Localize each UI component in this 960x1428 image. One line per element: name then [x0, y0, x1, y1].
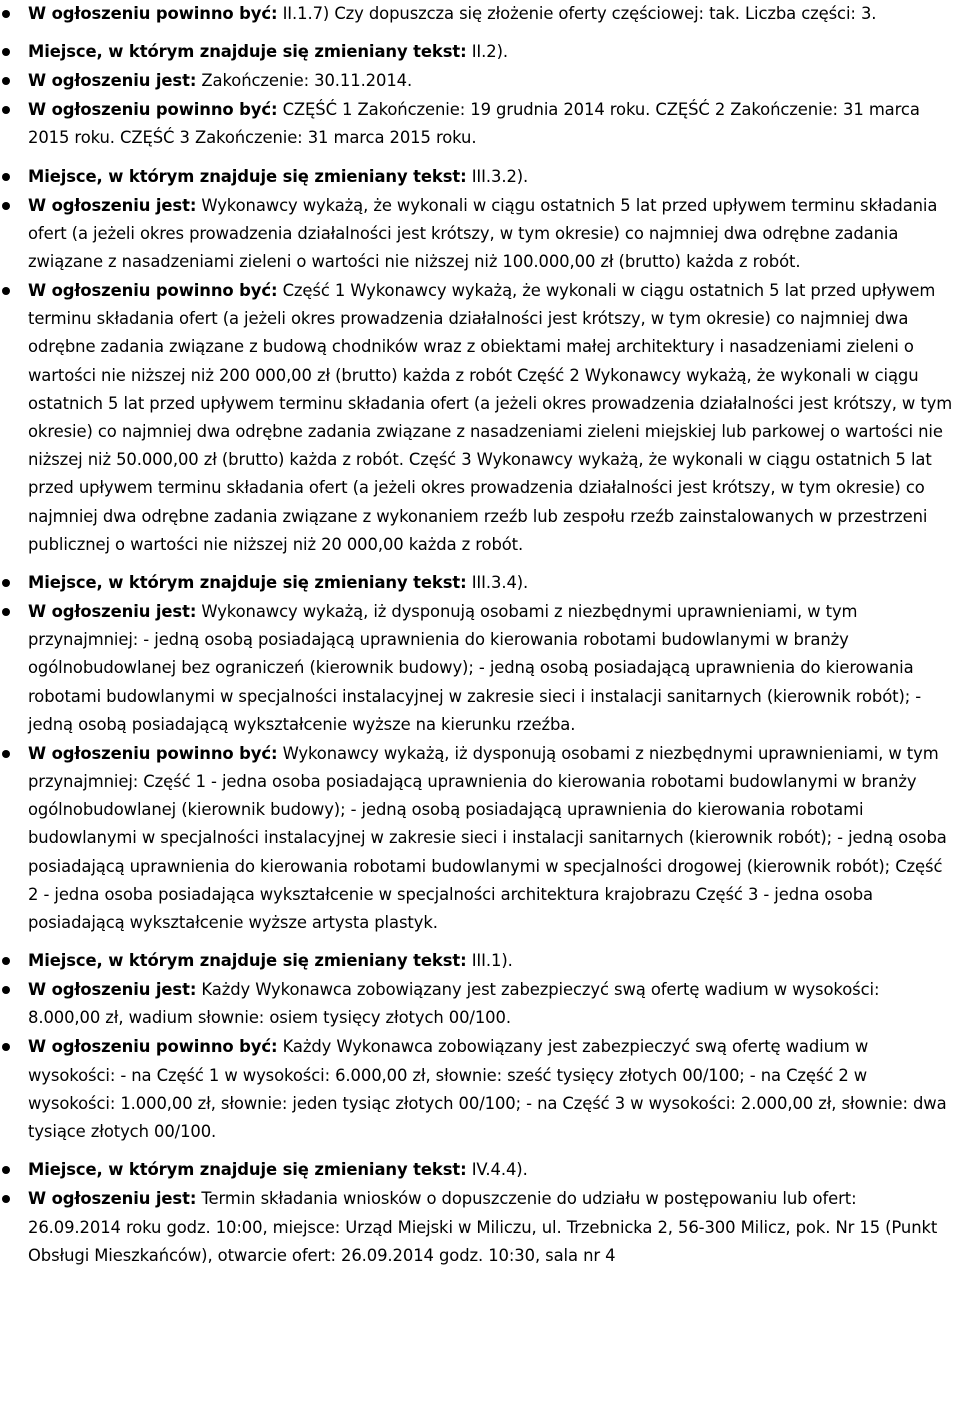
item-label: W ogłoszeniu powinno być:: [28, 1037, 278, 1057]
item-text: II.2).: [466, 42, 508, 62]
item-text: Wykonawcy wykażą, iż dysponują osobami z niezbędnymi uprawnieniami, w tym przynajmniej: - jedną osobą posiadającą uprawnienia do kierowania robotami budowlanymi w branży ogólnobudowlanej bez ograniczeń (kierownik budowy); - jedną osobą posiadającą uprawnienia do kierowania robotami budowlanymi w specjalności instalacyjnej w zakresie sieci i instalacji sanitarnych (kierownik robót); - jedną osobą posiadającą wykształcenie wyższe na kierunku rzeźba.: [28, 602, 922, 734]
item-label: W ogłoszeniu jest:: [28, 71, 197, 91]
bullet-icon: [2, 10, 10, 18]
item-label: W ogłoszeniu jest:: [28, 1189, 197, 1209]
bullet-icon: [2, 1043, 10, 1051]
bullet-icon: [2, 750, 10, 758]
item-text: II.1.7) Czy dopuszcza się złożenie oferty częściowej: tak. Liczba części: 3.: [277, 4, 877, 23]
item-text: Wykonawcy wykażą, iż dysponują osobami z niezbędnymi uprawnieniami, w tym przynajmniej: Część 1 - jedna osoba posiadającą uprawnienia do kierowania robotami budowlanymi w branży ogólnobudowlanej (kierownik budowy); - jedną osobą posiadającą uprawnienia do kierowania robotami budowlanymi w specjalności instalacyjnej w zakresie sieci i instalacji sanitarnych (kierownik robót); - jedną osoba posiadającą uprawnienia do kierowania robotami budowlanymi w specjalności drogowej (kierownik robót); Część 2 - jedna osoba posiadająca wykształcenie w specjalności architektura krajobrazu Część 3 - jedna osoba posiadającą wykształcenie wyższe artysta plastyk.: [28, 743, 947, 933]
bullet-icon: [2, 957, 10, 965]
bullet-icon: [2, 106, 10, 114]
bullet-icon: [2, 287, 10, 295]
item-label: W ogłoszeniu powinno być:: [28, 281, 278, 301]
item-label: Miejsce, w którym znajduje się zmieniany tekst:: [28, 1160, 467, 1180]
item-text: IV.4.4).: [466, 1160, 528, 1180]
list-item: [0, 67, 960, 95]
list-item: [0, 38, 960, 66]
item-label: W ogłoszeniu jest:: [28, 195, 197, 215]
change-group-3: [0, 163, 960, 559]
change-group-4: [0, 569, 960, 937]
item-label: Miejsce, w którym znajduje się zmieniany tekst:: [28, 166, 467, 186]
item-text: Część 1 Wykonawcy wykażą, że wykonali w ciągu ostatnich 5 lat przed upływem terminu składania ofert (a jeżeli okres prowadzenia działalności jest krótszy, w tym okresie) co najmniej dwa odrębne zadania związane z budową chodników wraz z obiektami małej architektury i nasadzeniami zieleni o wartości nie niższej niż 200 000,00 zł (brutto) każda z robót Część 2 Wykonawcy wykażą, że wykonali w ciągu ostatnich 5 lat przed upływem terminu składania ofert (a jeżeli okres prowadzenia działalności jest krótszy, w tym okresie) co najmniej dwa odrębne zadania związane z nasadzeniami zieleni miejskiej lub parkowej o wartości nie niższej niż 50.000,00 zł (brutto) każda z robót. Część 3 Wykonawcy wykażą, że wykonali w ciągu ostatnich 5 lat przed upływem terminu składania ofert (a jeżeli okres prowadzenia działalności jest krótszy, w tym okresie) co najmniej dwa odrębne zadania związane z wykonaniem rzeźb lub zespołu rzeźb zainstalowanych w przestrzeni publicznej o wartości nie niższej niż 20 000,00 każda z robót.: [28, 281, 953, 554]
bullet-icon: [2, 1195, 10, 1203]
list-item: [0, 192, 960, 277]
item-text: Każdy Wykonawca zobowiązany jest zabezpieczyć swą ofertę wadium w wysokości: 8.000,00 zł, wadium słownie: osiem tysięcy złotych 00/100.: [28, 980, 880, 1028]
item-text: CZĘŚĆ 1 Zakończenie: 19 grudnia 2014 roku. CZĘŚĆ 2 Zakończenie: 31 marca 2015 roku. CZĘŚĆ 3 Zakończenie: 31 marca 2015 roku.: [28, 100, 920, 148]
item-text: III.3.4).: [466, 573, 529, 593]
item-label: W ogłoszeniu jest:: [28, 980, 197, 1000]
item-text: Zakończenie: 30.11.2014.: [196, 71, 413, 91]
item-label: Miejsce, w którym znajduje się zmieniany tekst:: [28, 573, 467, 593]
item-text: Wykonawcy wykażą, że wykonali w ciągu ostatnich 5 lat przed upływem terminu składania ofert (a jeżeli okres prowadzenia działalności jest krótszy, w tym okresie) co najmniej dwa odrębne zadania związane z nasadzeniami zieleni o wartości nie niższej niż 100.000,00 zł (brutto) każda z robót.: [28, 195, 938, 272]
item-text: III.1).: [466, 951, 513, 971]
bullet-icon: [2, 579, 10, 587]
change-group-2: [0, 38, 960, 152]
change-group-6: [0, 1156, 960, 1270]
list-item: [0, 947, 960, 975]
bullet-icon: [2, 77, 10, 85]
bullet-icon: [2, 173, 10, 181]
item-label: W ogłoszeniu powinno być:: [28, 4, 278, 23]
item-text: III.3.2).: [466, 166, 529, 186]
item-label: W ogłoszeniu jest:: [28, 602, 197, 622]
list-item: [0, 1156, 960, 1184]
bullet-icon: [2, 202, 10, 210]
change-group-1: [0, 0, 960, 28]
list-item: [0, 976, 960, 1032]
change-group-5: [0, 947, 960, 1146]
bullet-icon: [2, 48, 10, 56]
list-item: [0, 569, 960, 597]
bullet-icon: [2, 986, 10, 994]
list-item: [0, 598, 960, 739]
item-label: Miejsce, w którym znajduje się zmieniany tekst:: [28, 951, 467, 971]
list-item: [0, 163, 960, 191]
item-label: W ogłoszeniu powinno być:: [28, 100, 278, 120]
list-item: [0, 1185, 960, 1270]
bullet-icon: [2, 608, 10, 616]
item-text: Każdy Wykonawca zobowiązany jest zabezpieczyć swą ofertę wadium w wysokości: - na Część 1 w wysokości: 6.000,00 zł, słownie: sześć tysięcy złotych 00/100; - na Część 2 w wysokości: 1.000,00 zł, słownie: jeden tysiąc złotych 00/100; - na Część 3 w wysokości: 2.000,00 zł, słownie: dwa tysiące złotych 00/100.: [28, 1037, 947, 1142]
bullet-icon: [2, 1166, 10, 1174]
list-item: [0, 1033, 960, 1146]
list-item: [0, 740, 960, 937]
list-item: [0, 0, 960, 28]
item-label: W ogłoszeniu powinno być:: [28, 743, 278, 763]
item-text: Termin składania wniosków o dopuszczenie do udziału w postępowaniu lub ofert: 26.09.2014 roku godz. 10:00, miejsce: Urząd Miejski w Miliczu, ul. Trzebnicka 2, 56-300 Milicz, pok. Nr 15 (Punkt Obsługi Mieszkańców), otwarcie ofert: 26.09.2014 godz. 10:30, sala nr 4: [28, 1189, 938, 1265]
item-label: Miejsce, w którym znajduje się zmieniany tekst:: [28, 42, 467, 62]
list-item: [0, 96, 960, 152]
list-item: [0, 277, 960, 559]
